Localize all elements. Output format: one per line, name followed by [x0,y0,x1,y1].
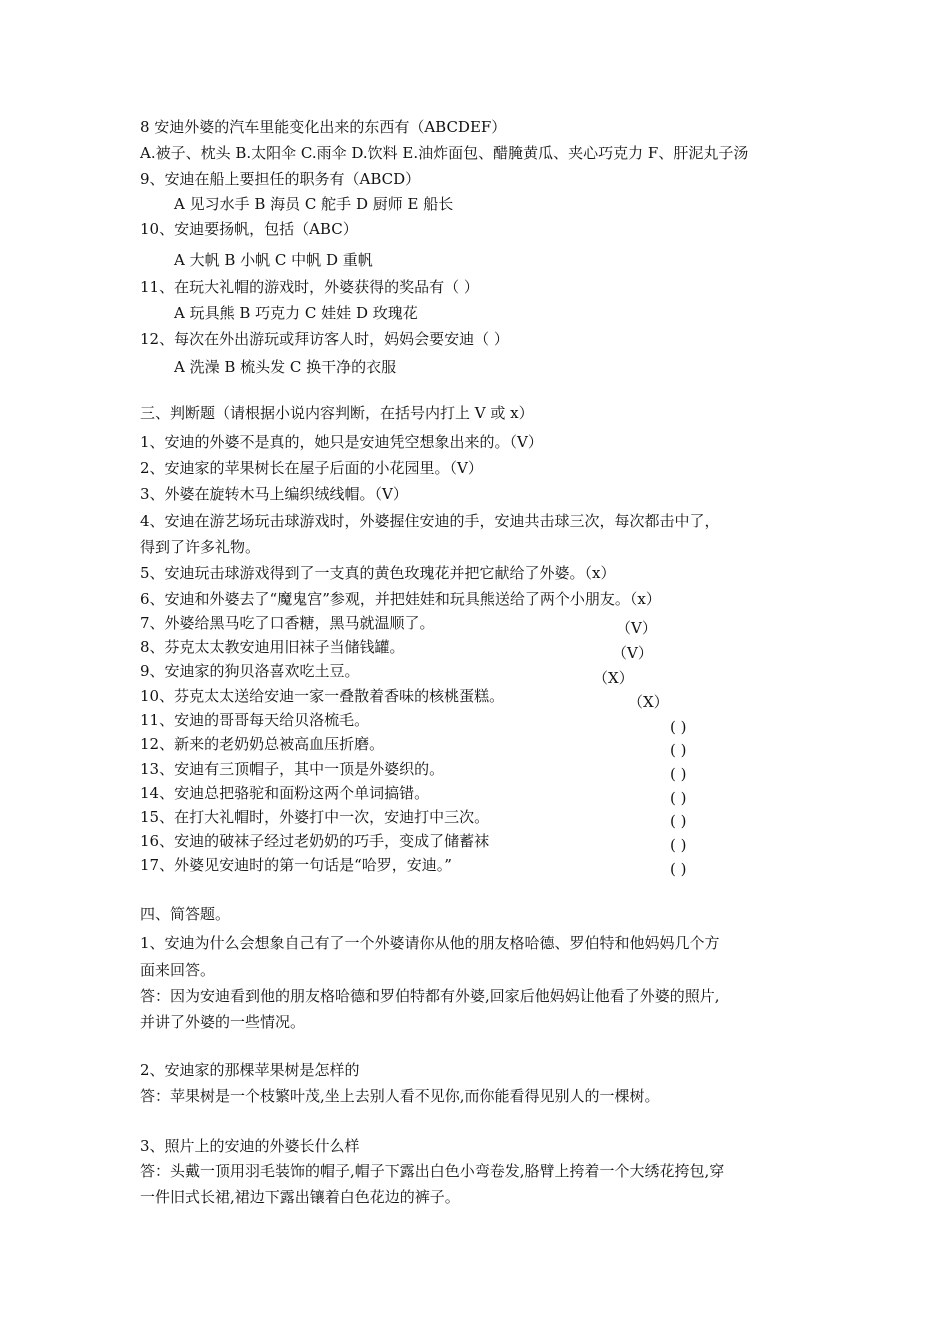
short-a3-line2: 一件旧式长裙,裙边下露出镶着白色花边的裤子。 [140,1188,460,1206]
judge-item-4-cont: 得到了许多礼物。 [140,538,261,556]
judge-item-12: 12、新来的老奶奶总被高血压折磨。 [140,735,385,753]
mc-q12-question: 12、每次在外出游玩或拜访客人时，妈妈会要安迪（ ） [140,330,509,348]
judge-item-12-mark: ( ) [670,741,687,759]
short-q2-line1: 2、安迪家的那棵苹果树是怎样的 [140,1061,360,1079]
mc-q11-question: 11、在玩大礼帽的游戏时，外婆获得的奖品有（ ） [140,278,479,296]
short-a1-line1: 答：因为安迪看到他的朋友格哈德和罗伯特都有外婆,回家后他妈妈让他看了外婆的照片, [140,987,720,1005]
judge-item-4: 4、安迪在游艺场玩击球游戏时，外婆握住安迪的手，安迪共击球三次，每次都击中了， [140,512,720,530]
judge-item-14-mark: ( ) [670,789,687,807]
judge-item-9: 9、安迪家的狗贝洛喜欢吃土豆。 [140,662,360,680]
mc-q12-options: A 洗澡 B 梳头发 C 换干净的衣服 [174,358,397,376]
mc-q9-options: A 见习水手 B 海员 C 舵手 D 厨师 E 船长 [174,195,454,213]
judge-item-16-mark: ( ) [670,836,687,854]
short-q1-line1: 1、安迪为什么会想象自己有了一个外婆请你从他的朋友格哈德、罗伯特和他妈妈几个方 [140,934,720,952]
judge-item-2: 2、安迪家的苹果树长在屋子后面的小花园里。（V） [140,459,483,477]
judge-heading: 三、判断题（请根据小说内容判断，在括号内打上 V 或 x） [140,404,534,422]
judge-item-8: 8、芬克太太教安迪用旧袜子当储钱罐。 [140,638,405,656]
judge-item-17-mark: ( ) [670,860,687,878]
short-a1-line2: 并讲了外婆的一些情况。 [140,1013,306,1031]
short-q3-line1: 3、照片上的安迪的外婆长什么样 [140,1137,360,1155]
judge-item-5: 5、安迪玩击球游戏得到了一支真的黄色玫瑰花并把它献给了外婆。（x） [140,564,616,582]
judge-item-16: 16、安迪的破袜子经过老奶奶的巧手，变成了储蓄袜 [140,832,490,850]
short-a2-line1: 答：苹果树是一个枝繁叶茂,坐上去别人看不见你,而你能看得见别人的一棵树。 [140,1087,660,1105]
judge-item-10: 10、芬克太太送给安迪一家一叠散着香味的核桃蛋糕。 [140,687,505,705]
judge-item-1: 1、安迪的外婆不是真的，她只是安迪凭空想象出来的。（V） [140,433,543,451]
short-heading: 四、简答题。 [140,905,231,923]
short-q1-line2: 面来回答。 [140,961,216,979]
judge-item-13: 13、安迪有三顶帽子，其中一顶是外婆织的。 [140,760,445,778]
judge-item-14: 14、安迪总把骆驼和面粉这两个单词搞错。 [140,784,430,802]
judge-item-13-mark: ( ) [670,765,687,783]
judge-item-15-mark: ( ) [670,812,687,830]
judge-item-9-mark: （X） [593,669,634,687]
mc-q9-question: 9、安迪在船上要担任的职务有（ABCD） [140,170,421,188]
mc-q10-question: 10、安迪要扬帆，包括（ABC） [140,220,358,238]
judge-item-11: 11、安迪的哥哥每天给贝洛梳毛。 [140,711,370,729]
judge-item-17: 17、外婆见安迪时的第一句话是“哈罗，安迪。” [140,856,452,874]
judge-item-6: 6、安迪和外婆去了“魔鬼宫”参观，并把娃娃和玩具熊送给了两个小朋友。（x） [140,590,661,608]
mc-q8-question: 8 安迪外婆的汽车里能变化出来的东西有（ABCDEF） [140,118,507,136]
judge-item-3: 3、外婆在旋转木马上编织绒线帽。（V） [140,485,408,503]
judge-item-7: 7、外婆给黑马吃了口香糖，黑马就温顺了。 [140,614,435,632]
judge-item-7-mark: （V） [616,619,657,637]
judge-item-11-mark: ( ) [670,718,687,736]
judge-item-10-mark: （X） [628,693,669,711]
mc-q8-options: A.被子、枕头 B.太阳伞 C.雨伞 D.饮料 E.油炸面包、醋腌黄瓜、夹心巧克力 F、肝泥丸子汤 [140,144,749,162]
short-a3-line1: 答：头戴一顶用羽毛装饰的帽子,帽子下露出白色小弯卷发,胳臂上挎着一个大绣花挎包,穿 [140,1162,725,1180]
mc-q10-options: A 大帆 B 小帆 C 中帆 D 重帆 [174,251,373,269]
judge-item-15: 15、在打大礼帽时，外婆打中一次，安迪打中三次。 [140,808,490,826]
mc-q11-options: A 玩具熊 B 巧克力 C 娃娃 D 玫瑰花 [174,304,418,322]
judge-item-8-mark: （V） [612,644,653,662]
